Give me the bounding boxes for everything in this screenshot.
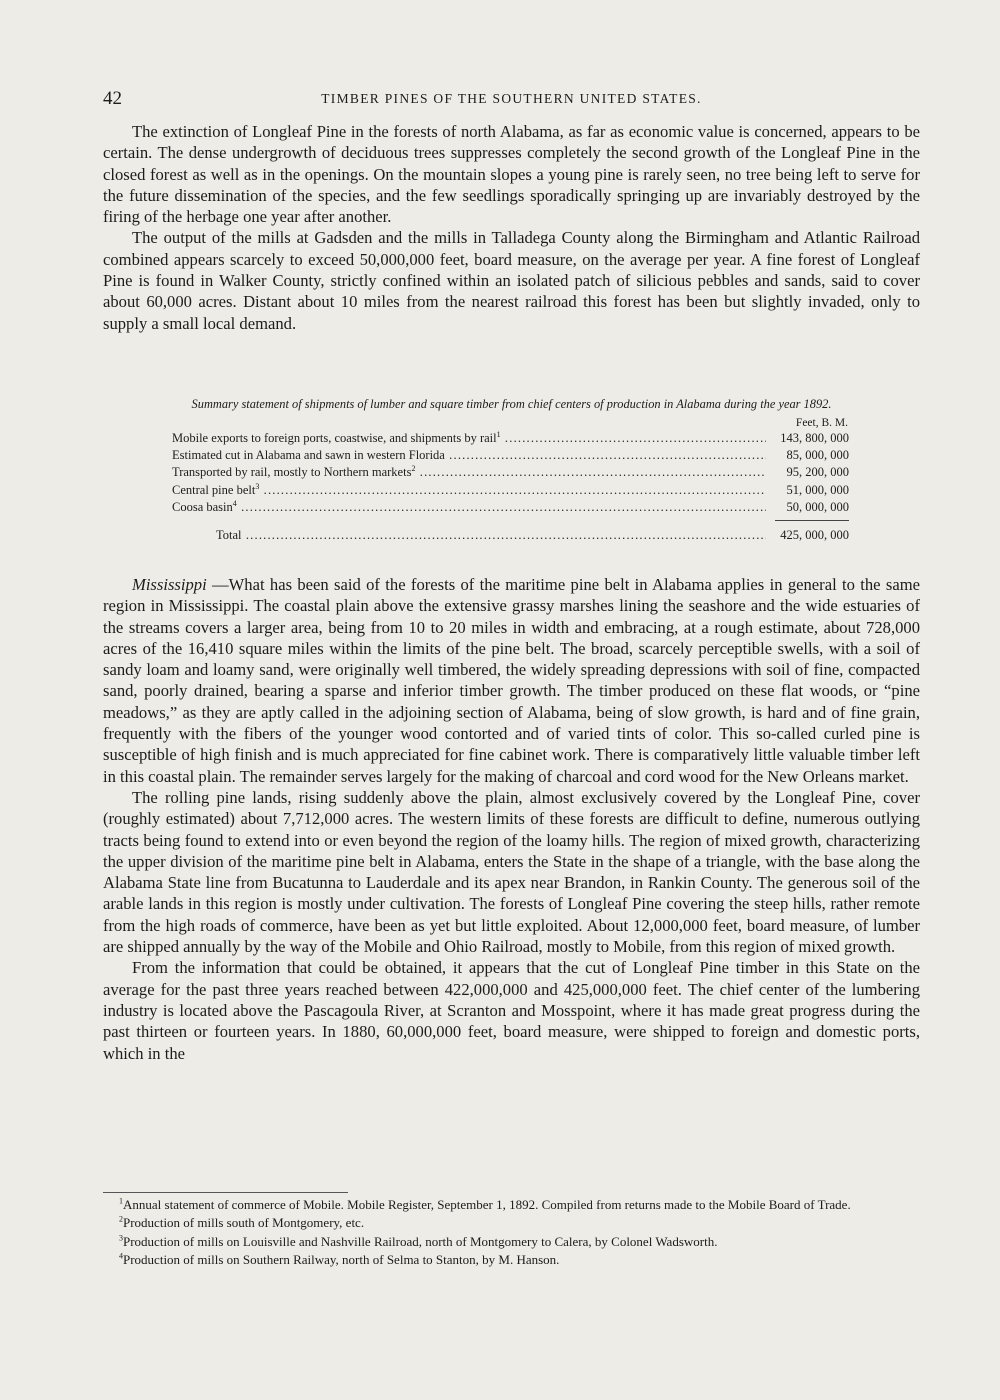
footnote: $^2$Production of mills south of Montgomery, etc. [119,1215,365,1231]
total-label: Total ..... [216,527,766,544]
table-total-row [172,527,849,544]
table-row [172,499,849,516]
row-label: Estimated cut in Alabama and sawn in western Florida ..... [172,447,766,464]
body-mississippi [103,574,920,1064]
sum-rule [775,520,849,521]
table-row [172,482,849,499]
row-value: 85, 000, 000 [786,448,849,463]
footnote: $^1$Annual statement of commerce of Mobile. Mobile Register, September 1, 1892. Compiled from returns made to the Mobile Board of Trade. [119,1196,851,1212]
row-label: Central pine belt$^3$ ..... [172,482,766,499]
running-head: TIMBER PINES OF THE SOUTHERN UNITED STATES. [321,91,702,106]
table-units: Feet, B. M. [795,417,848,429]
paragraph: The output of the mills at Gadsden and the mills in Talladega County along the Birmingham and Atlantic Railroad combined appears scarcely to exceed 50,000,000 feet, board measure, on the average per year. A fine forest of Longleaf Pine is found in Walker County, strictly confined within an isolated patch of silicious pebbles and sands, said to cover about 60,000 acres. Distant about 10 miles from the nearest railroad this forest has been but slightly invaded, only to supply a small local demand. [103,228,920,333]
table-row [172,447,849,464]
row-value: 143, 800, 000 [780,431,849,445]
table-row [172,430,849,447]
row-value: 50, 000, 000 [786,499,849,514]
paragraph: The rolling pine lands, rising suddenly above the plain, almost exclusively covered by the Longleaf Pine, cover (roughly estimated) about 7,712,000 acres. The western limits of these forests are difficult to define, numerous outlying tracts being found to extend into or even beyond the region of the loamy hills. The region of mixed growth, characterizing the upper division of the maritime pine belt in Alabama, enters the State in the shape of a triangle, with the base along the Alabama State line from Bucatunna to Lauderdale and its apex near Brandon, in Rankin County. The generous soil of the arable lands in this region is mostly under cultivation. The forests of Longleaf Pine covering the steep hills, rather remote from the high roads of commerce, have been as yet but little exploited. About 12,000,000 feet, board measure, of lumber are shipped annually by the way of the Mobile and Ohio Railroad, mostly to Mobile, from this region of mixed growth. [103,787,920,957]
table-row [172,464,849,481]
paragraph: The extinction of Longleaf Pine in the forests of north Alabama, as far as economic value is concerned, appears to be certain. The dense undergrowth of deciduous trees suppresses completely the second growth of the Longleaf Pine in the closed forest as well as in the openings. On the mountain slopes a young pine is rarely seen, no tree being left to serve for the future dissemination of the species, and the few seedlings sporadically springing up are invariably destroyed by the firing of the herbage one year after another. [103,122,920,227]
paragraph: From the information that could be obtained, it appears that the cut of Longleaf Pine timber in this State on the average for the past three years reached between 422,000,000 and 425,000,000 feet. The chief center of the lumbering industry is located above the Pascagoula River, at Scranton and Mosspoint, where it has made great progress during the past thirteen or fourteen years. In 1880, 60,000,000 feet, board measure, were shipped to foreign and domestic ports, which in the [103,958,920,1063]
row-label: Transported by rail, mostly to Northern markets$^2$ ..... [172,464,766,481]
row-label: Mobile exports to foreign ports, coastwise, and shipments by rail$^1$ ..... [172,430,766,447]
body-top [103,121,920,334]
footnote: $^4$Production of mills on Southern Railway, north of Selma to Stanton, by M. Hanson. [119,1251,560,1268]
row-value: 51, 000, 000 [786,482,849,497]
footnote-divider [103,1192,348,1193]
page-number: 42 [103,88,122,109]
shipments-table [103,396,920,544]
footnote: $^3$Production of mills on Louisville and Nashville Railroad, north of Montgomery to Calera, by Colonel Wadsworth. [119,1233,718,1249]
footnotes [103,1197,920,1271]
page-header [103,88,920,110]
total-value: 425, 000, 000 [780,527,849,542]
paragraph: Mississippi —What has been said of the forests of the maritime pine belt in Alabama applies in general to the same region in Mississippi. The coastal plain above the extensive grassy marshes lining the seashore and the wide estuaries of the streams covers a larger area, being from 10 to 20 miles in width and embracing, at a rough estimate, about 728,000 acres of the 16,410 square miles within the limits of the pine belt. The broad, scarcely perceptible swells, with a soil of sandy loam and loamy sand, were originally well timbered, the widely spreading depressions with soil of fine, compacted sand, poorly drained, bearing a sparse and inferior timber growth. The timber produced on these flat woods, or “pine meadows,” as they are aptly called in the adjoining section of Alabama, being of slow growth, is hard and of fine grain, frequently with the fibers of the younger wood contorted and of varied tints of color. This so-called curled pine is susceptible of high finish and is much appreciated for fine cabinet work. There is comparatively little valuable timber left in this coastal plain. The remainder serves largely for the making of charcoal and cord wood for the New Orleans market. [103,575,920,786]
section-heading: Mississippi [132,575,207,594]
row-label: Coosa basin$^4$ ..... [172,499,766,516]
table-caption: Summary statement of shipments of lumber and square timber from chief centers of production in Alabama during the year 1892. [191,397,832,411]
row-value: 95, 200, 000 [786,465,849,480]
